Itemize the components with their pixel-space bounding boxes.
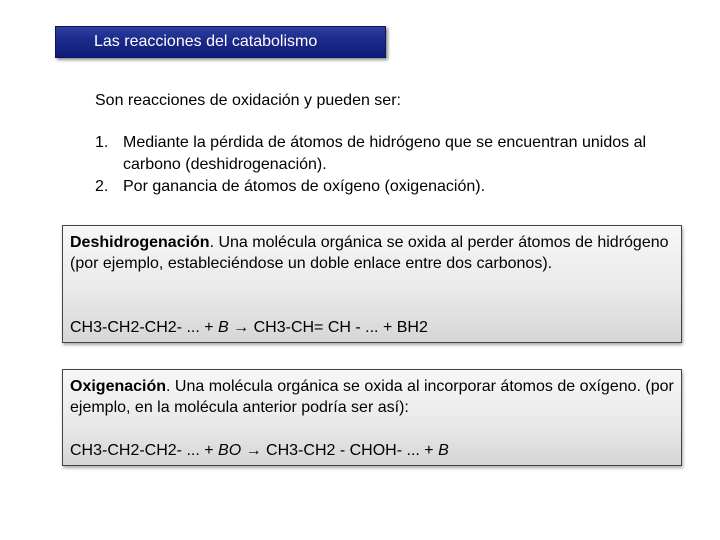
list-item-number: 2. — [95, 178, 109, 195]
list-item — [95, 176, 695, 198]
oxygenation-formula — [70, 440, 449, 461]
dehydrogenation-term: Deshidrogenación — [70, 234, 210, 251]
list-item-number: 1. — [95, 134, 109, 151]
oxygenation-definition — [70, 376, 676, 418]
list-item-text: Mediante la pérdida de átomos de hidrógeno que se encuentran unidos al carbono (deshidrogenación). — [123, 134, 647, 173]
oxygenation-description: . Una molécula orgánica se oxida al incorporar átomos de oxígeno. (por ejemplo, en la molécula anterior podría ser así): — [70, 378, 674, 416]
arrow-icon: → — [233, 319, 250, 336]
dehydrogenation-box — [62, 225, 682, 343]
slide-title: Las reacciones del catabolismo — [94, 33, 318, 50]
formula-left: CH3-CH2-CH2- ... + — [70, 442, 219, 459]
formula-right: CH3-CH2 - CHOH- ... + — [261, 442, 439, 459]
list-item-text: Por ganancia de átomos de oxígeno (oxigenación). — [123, 178, 486, 195]
oxygenation-term: Oxigenación — [70, 378, 167, 395]
dehydrogenation-formula — [70, 317, 428, 338]
list-item — [95, 132, 695, 176]
intro-text: Son reacciones de oxidación y pueden ser: — [95, 92, 401, 109]
reaction-type-list — [95, 132, 695, 198]
formula-left: CH3-CH2-CH2- ... + — [70, 319, 219, 336]
title-banner — [55, 26, 386, 58]
formula-product: B — [438, 442, 449, 459]
dehydrogenation-description: . Una molécula orgánica se oxida al perder átomos de hidrógeno (por ejemplo, estableciéndose un doble enlace entre dos carbonos). — [70, 234, 669, 272]
formula-reagent: B — [218, 319, 229, 336]
arrow-icon: → — [245, 442, 262, 459]
formula-reagent: BO — [218, 442, 242, 459]
oxygenation-box — [62, 369, 682, 466]
formula-right: CH3-CH= CH - ... + BH2 — [249, 319, 428, 336]
dehydrogenation-definition — [70, 232, 676, 274]
